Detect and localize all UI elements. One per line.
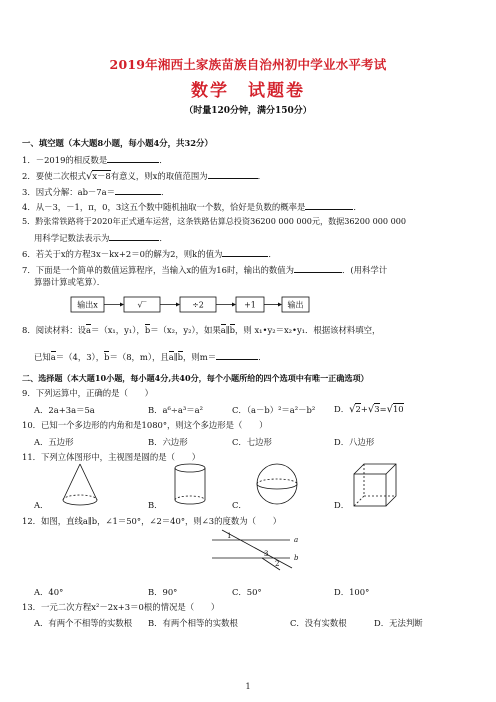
angle-3-label: 3 [264,550,269,558]
flow-label-add: +1 [244,300,256,310]
calculation-flowchart [70,296,310,314]
angle-2-label: 2 [275,560,280,568]
q10-option-b: B．六边形 [148,437,188,447]
question-4: 4．从－3，－1，π，0，3这五个数中随机抽取一个数，恰好是负数的概率是 ． [22,202,362,212]
exam-title: 2019年湘西土家族苗族自治州初中学业水平考试 [109,57,387,72]
arrow-icon [120,303,124,307]
parallel-lines-figure [208,528,312,572]
answer-blank [294,263,342,273]
q11-option-d: D． [334,500,350,510]
question-5-cont: 用科学记数法表示为 ． [34,233,168,243]
exam-time-note: （时量120分钟，满分150分） [184,106,312,116]
sqrt-expression: √x－8 [85,171,111,182]
flow-label-input: 输出x [77,300,98,310]
q10-option-a: A．五边形 [34,437,74,447]
q10-option-c: C．七边形 [232,437,272,447]
cylinder-figure [172,462,208,508]
cube-figure [352,462,398,508]
flow-label-divide: ÷2 [192,300,204,310]
exam-subject: 数学 试题卷 [191,81,305,101]
answer-blank [115,185,161,195]
q9-option-c: C．（a－b）²＝a²－b² [232,405,316,415]
q11-option-c: C． [232,500,247,510]
question-5: 5．黔张常铁路将于2020年正式通车运营，这条铁路估算总投资36200 000 000元，数据36200 000 000 [22,216,407,226]
flow-label-output: 输出 [287,300,304,310]
arrow-icon [278,303,282,307]
angle-1-label: 1 [227,532,232,540]
q9-option-b: B．a⁶÷a³＝a² [148,405,203,415]
flow-label-sqrt: √‾ [137,300,147,310]
question-7: 7．下面是一个简单的数值运算程序，当输入x的值为16时，输出的数值为 ．(用科学计 [22,265,388,275]
q12-option-b: B．90° [148,587,178,597]
line-b-label: b [294,554,299,562]
answer-blank [107,153,159,163]
question-11: 11．下列立体图形中，主视图是圆的是（ ） [22,452,201,462]
q13-option-a: A．有两个不相等的实数根 [34,618,133,628]
q12-option-a: A．40° [34,587,64,597]
q13-option-b: B．有两个相等的实数根 [148,618,238,628]
q9-option-a: A．2a+3a＝5a [34,405,95,415]
question-2: 2．要使二次根式√x－8有意义，则x的取值范围为 ． [22,171,266,182]
question-8: 8．阅读材料：设a＝（x₁，y₁），b＝（x₂，y₂），如果a∥b，则 x₁•y₂＝x₂•y₁．根据该材料填空， [22,325,381,335]
question-9: 9．下列运算中，正确的是（ ） [22,388,153,398]
line-a-label: a [294,536,299,544]
answer-blank [216,350,258,360]
answer-blank [109,231,159,241]
q11-option-b: B． [148,500,163,510]
q10-option-d: D．八边形 [334,437,375,447]
question-13: 13．一元二次方程x²－2x+3＝0根的情况是（ ） [22,602,220,612]
question-7-cont: 算器计算或笔算）． [34,277,106,287]
answer-blank [222,247,268,257]
q13-option-d: D．无法判断 [374,618,423,628]
question-8-cont: 已知a＝（4，3），b＝（8，m），且a∥b，则m＝ ． [34,352,267,362]
q11-option-a: A． [34,500,49,510]
question-6: 6．若关于x的方程3x－kx+2＝0的解为2，则k的值为 ． [22,249,277,259]
q12-option-c: C．50° [232,587,262,597]
answer-blank [305,200,353,210]
page-number: 1 [245,682,251,691]
q13-option-c: C．没有实数根 [290,618,347,628]
q9-option-d: D．√2+√3=√10 [334,404,404,415]
answer-blank [208,169,258,179]
section-1-heading: 一、填空题（本大题8小题，每小题4分，共32分） [22,138,213,148]
arrow-icon [232,303,236,307]
section-2-heading: 二、选择题（本大题10小题，每小题4分,共40分，每个小题所给的四个选项中有唯一正确选项） [22,373,369,383]
sphere-figure [255,462,299,508]
arrow-icon [176,303,180,307]
question-1: 1．－2019的相反数是 ． [22,155,168,165]
question-10: 10．已知一个多边形的内角和是1080°，则这个多边形是（ ） [22,420,268,430]
question-12: 12．如图，直线a∥b，∠1＝50°，∠2＝40°，则∠3的度数为（ ） [22,516,282,526]
q12-option-d: D．100° [334,587,370,597]
question-3: 3．因式分解：ab－7a＝ ． [22,187,170,197]
cone-figure [60,462,100,508]
